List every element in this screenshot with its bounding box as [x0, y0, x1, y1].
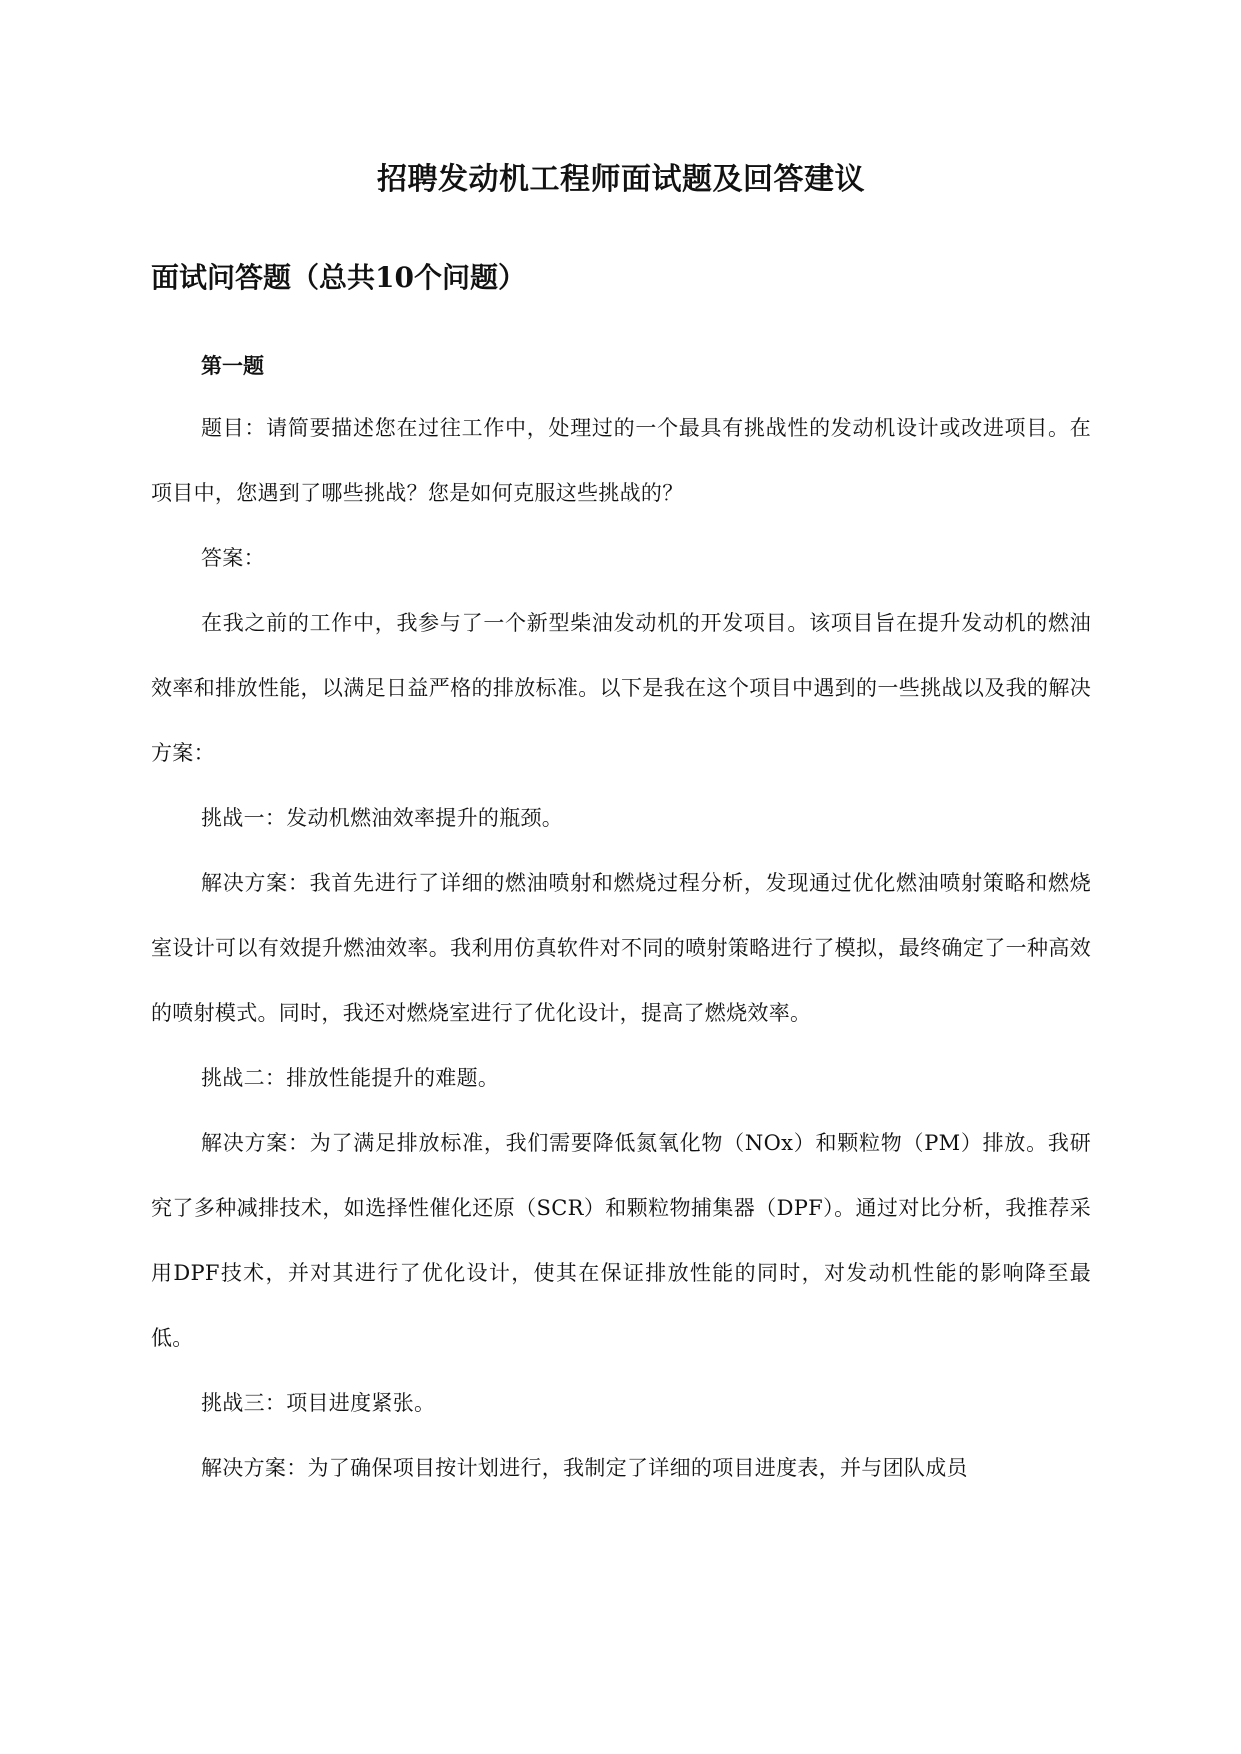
section-title: 面试问答题（总共10个问题）: [151, 261, 526, 294]
document-content: [151, 150, 1091, 1501]
answer-intro: 在我之前的工作中，我参与了一个新型柴油发动机的开发项目。该项目旨在提升发动机的燃油效率和排放性能，以满足日益严格的排放标准。以下是我在这个项目中遇到的一些挑战以及我的解决方案：: [151, 611, 1091, 765]
challenge-3: 挑战三：项目进度紧张。: [201, 1391, 436, 1415]
solution-3: 解决方案：为了确保项目按计划进行，我制定了详细的项目进度表，并与团队成员: [201, 1456, 968, 1480]
question-heading: 第一题: [201, 353, 264, 378]
solution-2: 解决方案：为了满足排放标准，我们需要降低氮氧化物（NOx）和颗粒物（PM）排放。我研究了多种减排技术，如选择性催化还原（SCR）和颗粒物捕集器（DPF）。通过对比分析，我推荐采用DPF技术，并对其进行了优化设计，使其在保证排放性能的同时，对发动机性能的影响降至最低。: [151, 1131, 1091, 1350]
question-prompt: 题目：请简要描述您在过往工作中，处理过的一个最具有挑战性的发动机设计或改进项目。在项目中，您遇到了哪些挑战？您是如何克服这些挑战的？: [151, 416, 1091, 505]
answer-label: 答案：: [201, 546, 265, 570]
solution-1: 解决方案：我首先进行了详细的燃油喷射和燃烧过程分析，发现通过优化燃油喷射策略和燃烧室设计可以有效提升燃油效率。我利用仿真软件对不同的喷射策略进行了模拟，最终确定了一种高效的喷射模式。同时，我还对燃烧室进行了优化设计，提高了燃烧效率。: [151, 871, 1091, 1025]
challenge-2: 挑战二：排放性能提升的难题。: [201, 1066, 500, 1090]
challenge-1: 挑战一：发动机燃油效率提升的瓶颈。: [201, 806, 564, 830]
document-title: 招聘发动机工程师面试题及回答建议: [377, 162, 865, 197]
